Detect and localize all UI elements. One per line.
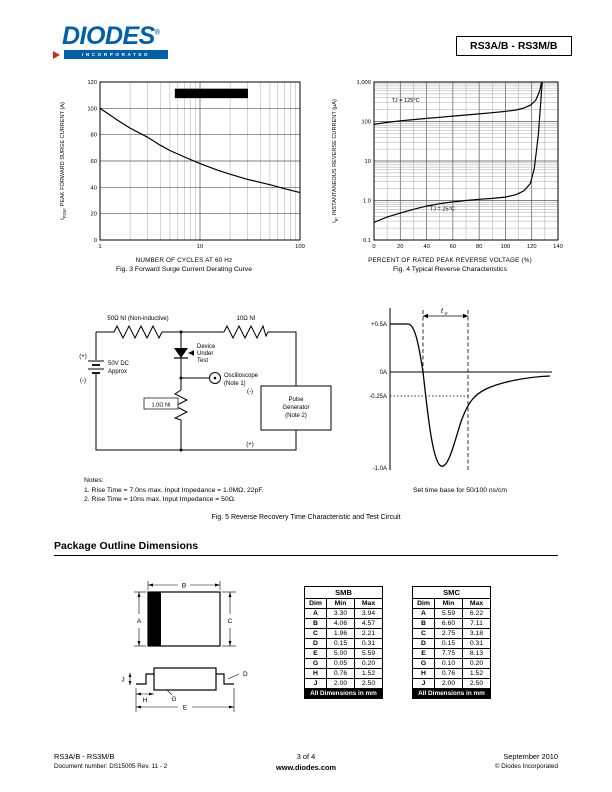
- page-number: 3 of 4: [296, 752, 316, 761]
- dimension-row: [413, 649, 491, 659]
- table-header-row: [413, 599, 491, 609]
- table-cell: SMC: [413, 587, 491, 599]
- dimension-row: [413, 669, 491, 679]
- table-cell: Max: [355, 599, 383, 609]
- table-cell: H: [413, 669, 435, 679]
- table-cell: C: [413, 629, 435, 639]
- dimension-row: [413, 659, 491, 669]
- table-cell: 2.75: [435, 629, 463, 639]
- resistor-10ohm-symbol: [224, 326, 268, 338]
- dimension-row: [305, 619, 383, 629]
- table-cell: G: [413, 659, 435, 669]
- logo-wordmark: [62, 24, 168, 49]
- dimension-row: [305, 669, 383, 679]
- dut-label-line3: Test: [197, 358, 209, 364]
- table-cell: 0.20: [355, 659, 383, 669]
- table-cell: E: [305, 649, 327, 659]
- table-cell: D: [413, 639, 435, 649]
- table-cell: 0.76: [327, 669, 355, 679]
- junction-dot: [180, 331, 183, 334]
- pulse-generator-label-line2: Generator: [282, 405, 310, 411]
- battery-symbol: [88, 361, 104, 373]
- table-header-row: [305, 599, 383, 609]
- footer-copyright: © Diodes Incorporated: [494, 763, 558, 770]
- diode-symbol: [174, 348, 188, 358]
- part-number-box: RS3A/B - RS3M/B: [456, 36, 572, 56]
- table-cell: Min: [435, 599, 463, 609]
- smc-dimensions-table: [412, 586, 491, 699]
- dim-label-G: G: [171, 696, 177, 703]
- svg-text:TJ = 125°C: TJ = 125°C: [391, 98, 420, 105]
- junction-dot: [180, 449, 183, 452]
- table-footer-row: [413, 689, 491, 699]
- footer-document-number: Document number: DS15005 Rev. 11 - 2: [54, 763, 168, 770]
- table-cell: 2.00: [435, 679, 463, 689]
- oscilloscope-label-line2: (Note 1): [224, 381, 246, 387]
- table-cell: J: [413, 679, 435, 689]
- table-cell: 0.15: [435, 639, 463, 649]
- dimension-row: [305, 679, 383, 689]
- fig4-caption: Fig. 4 Typical Reverse Characteristics: [393, 266, 507, 273]
- dimension-row: [305, 639, 383, 649]
- table-cell: 0.20: [463, 659, 491, 669]
- table-cell: Dim: [413, 599, 435, 609]
- svg-text:120: 120: [526, 244, 537, 250]
- table-cell: Dim: [305, 599, 327, 609]
- svg-text:10: 10: [364, 159, 371, 165]
- svg-text:1.0: 1.0: [362, 198, 371, 205]
- table-cell: 5.59: [355, 649, 383, 659]
- table-cell: 6.60: [435, 619, 463, 629]
- table-cell: 2.21: [355, 629, 383, 639]
- table-cell: B: [305, 619, 327, 629]
- note-1: 1. Rise Time = 7.0ns max. Input Impedance = 1.0MΩ, 22pF.: [84, 486, 264, 494]
- svg-text:100: 100: [295, 244, 305, 250]
- dimension-row: [413, 619, 491, 629]
- oscilloscope-label-line1: Oscilloscope: [224, 373, 259, 379]
- fig5-waveform: [360, 300, 560, 494]
- svg-text:0.1: 0.1: [362, 238, 371, 244]
- table-cell: 0.05: [327, 659, 355, 669]
- table-cell: 2.00: [327, 679, 355, 689]
- dimension-row: [413, 609, 491, 619]
- dim-label-J: J: [121, 676, 125, 684]
- svg-text:Single Half-Sine-Wave: Single Half-Sine-Wave: [181, 92, 241, 99]
- table-cell: 3.30: [327, 609, 355, 619]
- dim-label-A: A: [136, 618, 142, 625]
- table-cell: Min: [327, 599, 355, 609]
- smb-dimensions-table: [304, 586, 383, 699]
- table-cell: All Dimensions in mm: [413, 689, 491, 699]
- fig3-caption: Fig. 3 Forward Surge Current Derating Curve: [116, 266, 252, 273]
- junction-dot: [180, 377, 183, 380]
- table-cell: D: [305, 639, 327, 649]
- table-cell: 2.50: [355, 679, 383, 689]
- svg-text:40: 40: [423, 244, 430, 250]
- svg-text:0: 0: [93, 238, 97, 244]
- waveform-label-minus025: -0.25A: [369, 394, 387, 400]
- svg-text:20: 20: [397, 244, 404, 250]
- fig4-plot-area: [330, 76, 570, 256]
- waveform-label-zero: 0A: [379, 370, 387, 376]
- table-cell: 5.00: [327, 649, 355, 659]
- fig4-x-axis-label: PERCENT OF RATED PEAK REVERSE VOLTAGE (%): [368, 257, 532, 264]
- fig3-plot-area: [58, 76, 310, 256]
- table-cell: 3.18: [463, 629, 491, 639]
- dut-label-line2: Under: [197, 351, 214, 357]
- fig5-test-circuit-diagram: [76, 298, 348, 470]
- table-cell: C: [305, 629, 327, 639]
- cathode-band: [148, 592, 161, 646]
- fig5-caption: Fig. 5 Reverse Recovery Time Characteristic and Test Circuit: [211, 514, 401, 521]
- r1-label: 50Ω NI (Non-inductive): [107, 316, 169, 322]
- svg-text:10: 10: [196, 244, 204, 250]
- trr-subscript: rr: [444, 312, 448, 317]
- svg-text:100: 100: [500, 244, 511, 250]
- logo-incorporated-bar: INCORPORATED: [64, 50, 168, 59]
- r2-label: 10Ω NI: [236, 316, 256, 322]
- svg-text:20: 20: [90, 211, 97, 218]
- table-cell: Max: [463, 599, 491, 609]
- supply-label-line2: Approx: [108, 369, 128, 375]
- table-title-row: [413, 587, 491, 599]
- footer-part-number: RS3A/B - RS3M/B: [54, 752, 115, 761]
- table-cell: 7.11: [463, 619, 491, 629]
- diodes-logo: [62, 24, 168, 59]
- table-cell: 0.76: [435, 669, 463, 679]
- dimension-row: [413, 629, 491, 639]
- trr-label: t: [441, 308, 443, 315]
- table-cell: 0.15: [327, 639, 355, 649]
- table-cell: 4.06: [327, 619, 355, 629]
- logo-red-accent-icon: [53, 51, 60, 59]
- table-cell: 6.22: [463, 609, 491, 619]
- fig3-forward-surge-chart: [58, 76, 310, 273]
- table-cell: J: [305, 679, 327, 689]
- fig4-y-axis-label: $I_R$, INSTANTANEOUS REVERSE CURRENT (µA): [332, 99, 340, 223]
- package-side-view: [136, 668, 234, 690]
- pg-minus-label: (-): [247, 389, 253, 395]
- fig5-notes: [84, 476, 264, 505]
- pulse-generator-label-line1: Pulse: [288, 397, 304, 403]
- logo-text: DIODES: [62, 22, 155, 50]
- website-link[interactable]: www.diodes.com: [275, 763, 337, 772]
- registered-mark: ®: [154, 29, 160, 37]
- svg-text:1: 1: [98, 244, 102, 250]
- table-cell: E: [413, 649, 435, 659]
- svg-text:TJ = 25°C: TJ = 25°C: [429, 206, 455, 213]
- table-cell: A: [413, 609, 435, 619]
- package-outline-drawing: [108, 576, 283, 731]
- svg-text:100: 100: [361, 119, 371, 126]
- table-cell: 1.96: [327, 629, 355, 639]
- svg-text:80: 80: [90, 132, 97, 139]
- waveform-label-plus05: +0.5A: [371, 322, 387, 328]
- dim-label-E: E: [182, 704, 188, 712]
- table-cell: 2.50: [463, 679, 491, 689]
- table-cell: All Dimensions in mm: [305, 689, 383, 699]
- dimension-row: [413, 639, 491, 649]
- battery-plus-label: (+): [79, 354, 87, 360]
- dimension-row: [305, 629, 383, 639]
- table-cell: 0.31: [355, 639, 383, 649]
- svg-text:120: 120: [87, 80, 97, 86]
- svg-text:100: 100: [87, 106, 97, 113]
- svg-text:80: 80: [475, 244, 483, 250]
- dut-label-line1: Device: [197, 344, 216, 350]
- svg-text:60: 60: [90, 159, 97, 165]
- package-outline-header: Package Outline Dimensions: [54, 540, 558, 556]
- table-cell: 0.10: [435, 659, 463, 669]
- fig3-x-axis-label: NUMBER OF CYCLES AT 60 Hz: [135, 257, 233, 264]
- waveform-label-minus1: -1.0A: [372, 466, 387, 472]
- fig3-y-axis-label: $I_{FSM}$, PEAK FORWARD SURGE CURRENT (A): [60, 102, 68, 220]
- svg-text:0: 0: [372, 244, 376, 250]
- pulse-generator-label-line3: (Note 2): [285, 413, 307, 419]
- table-cell: G: [305, 659, 327, 669]
- pg-plus-label: (+): [246, 442, 254, 448]
- svg-text:140: 140: [553, 244, 563, 250]
- battery-minus-label: (-): [80, 378, 86, 384]
- dimension-row: [413, 679, 491, 689]
- waveform-plot: [360, 300, 560, 478]
- table-cell: 1.52: [355, 669, 383, 679]
- table-title-row: [305, 587, 383, 599]
- svg-text:40: 40: [90, 185, 97, 192]
- dim-label-D: D: [243, 671, 248, 678]
- notes-title: Notes:: [84, 477, 104, 484]
- dimension-row: [305, 609, 383, 619]
- oscilloscope-dot: [214, 377, 217, 380]
- table-cell: SMB: [305, 587, 383, 599]
- table-footer-row: [305, 689, 383, 699]
- dim-label-B: B: [181, 582, 187, 590]
- table-cell: 4.57: [355, 619, 383, 629]
- table-cell: A: [305, 609, 327, 619]
- note-2: 2. Rise Time = 10ns max. Input Impedance = 50Ω.: [84, 496, 236, 504]
- table-cell: B: [413, 619, 435, 629]
- dim-label-H: H: [142, 697, 148, 704]
- timebase-note: Set time base for 50/100 ns/cm: [412, 487, 508, 494]
- table-cell: 1.52: [463, 669, 491, 679]
- table-cell: 0.31: [463, 639, 491, 649]
- resistor-50ohm-symbol: [114, 326, 162, 338]
- dut-pointer-arrow-icon: [188, 350, 194, 356]
- fig4-reverse-characteristics-chart: [330, 76, 570, 273]
- table-cell: 3.94: [355, 609, 383, 619]
- dimension-row: [305, 649, 383, 659]
- supply-label-line1: 50V DC: [108, 361, 130, 367]
- dimension-row: [305, 659, 383, 669]
- footer-date: September 2010: [503, 752, 558, 761]
- dim-label-C: C: [227, 618, 233, 625]
- r3-label: 1.0Ω NI: [151, 402, 171, 409]
- table-cell: 8.13: [463, 649, 491, 659]
- svg-text:60: 60: [449, 244, 457, 250]
- table-cell: 5.59: [435, 609, 463, 619]
- table-cell: H: [305, 669, 327, 679]
- footer-right: [495, 752, 558, 770]
- table-cell: 7.75: [435, 649, 463, 659]
- svg-text:1,000: 1,000: [356, 80, 371, 86]
- recovery-current-curve: [390, 324, 550, 466]
